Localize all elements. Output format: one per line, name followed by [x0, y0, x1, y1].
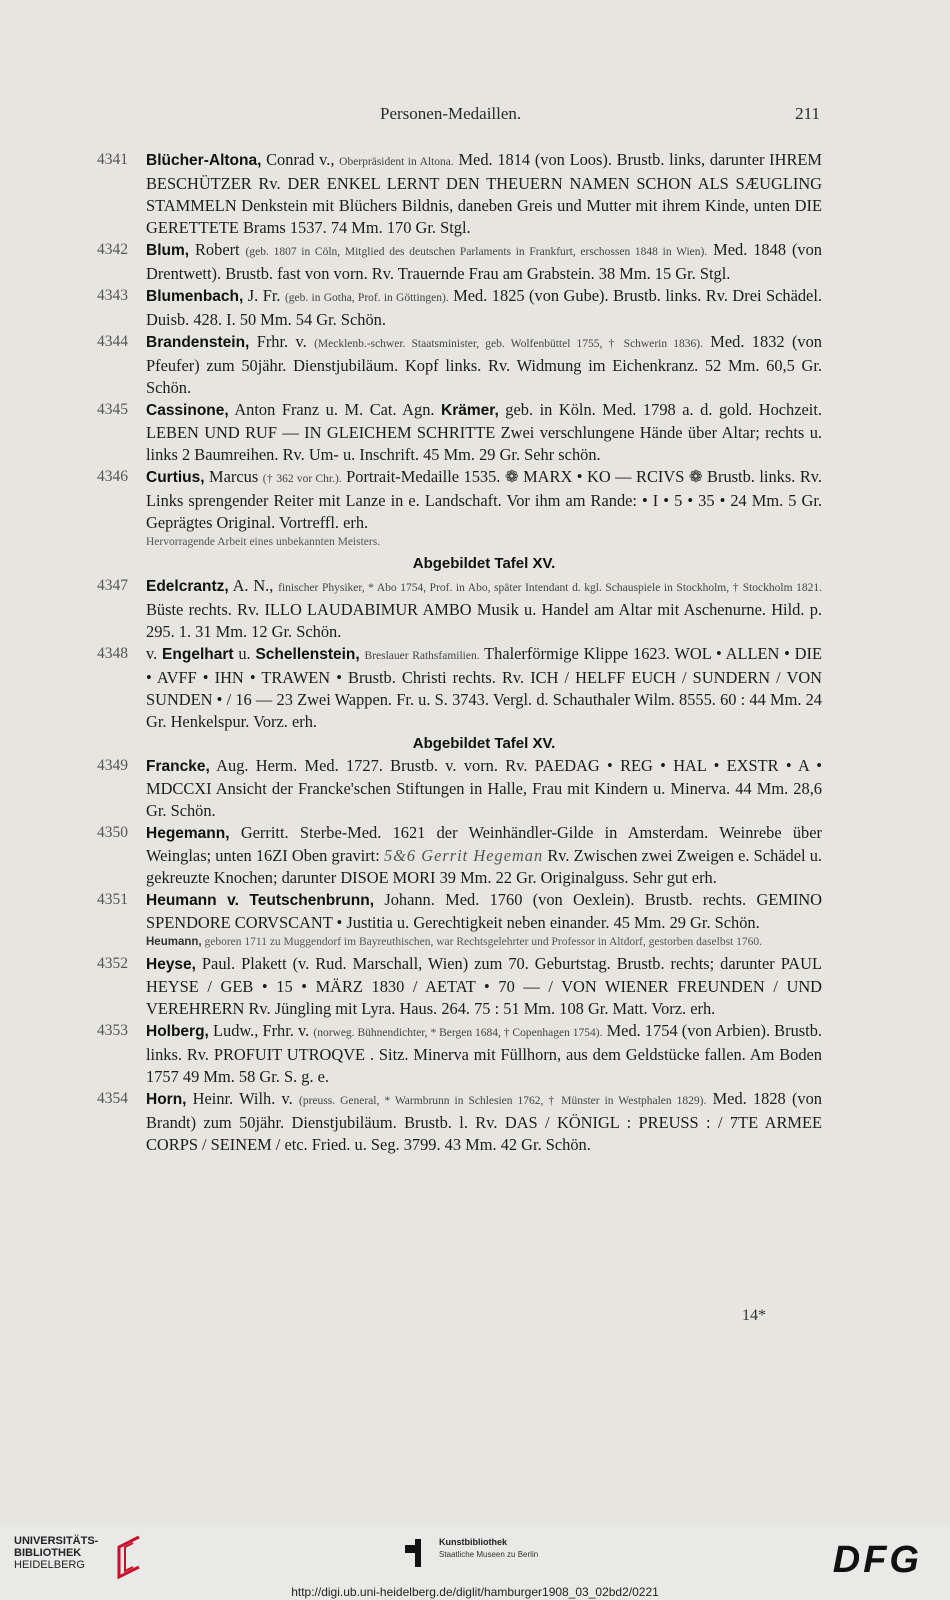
plate-reference: Abgebildet Tafel XV.	[412, 555, 556, 572]
entry-person-name: Hegemann,	[146, 825, 230, 842]
entry-footnote	[97, 534, 822, 551]
entry-number: 4350	[97, 824, 128, 841]
entry-person-name: Blumenbach,	[146, 288, 244, 305]
entry-person-name: Heyse,	[146, 956, 196, 973]
entry-biographical-note: finischer Physiker, * Abo 1754, Prof. in Abo, später Intendant d. kgl. Schauspiele in Stockholm, † Stockholm 1821.	[278, 582, 822, 594]
entry-number: 4353	[97, 1022, 128, 1039]
catalog-entry	[97, 239, 822, 285]
catalog-entry	[97, 1020, 822, 1088]
entry-biographical-note: Oberpräsident in Altona.	[339, 156, 454, 168]
entry-person-name: Engelhart	[162, 646, 234, 663]
entry-person-name: Horn,	[146, 1091, 187, 1108]
footnote-name: Heumann,	[146, 936, 202, 948]
permalink-url[interactable]: http://digi.ub.uni-heidelberg.de/diglit/hamburger1908_03_02bd2/0221	[291, 1585, 659, 1599]
entry-biographical-note: (Mecklenb.-schwer. Staatsminister, geb. Wolfenbüttel 1755, † Schwerin 1836).	[314, 338, 703, 350]
entry-number: 4348	[97, 645, 128, 662]
catalog-entry	[97, 1088, 822, 1156]
kunstbibliothek-icon	[405, 1539, 429, 1567]
library-emblem-icon	[109, 1533, 145, 1583]
entry-person-name: Edelcrantz,	[146, 578, 229, 595]
entry-biographical-note: († 362 vor Chr.).	[262, 473, 342, 485]
entry-description: Johann. Med. 1760 (von Oexlein). Brustb. rechts. GEMINO SPENDORE CORVSCANT • Justitia u. Gerechtigkeit neben einander. 45 Mm. 29 Gr. Schön.	[146, 890, 822, 932]
entry-biographical-note: (geb. 1807 in Cöln, Mitglied des deutschen Parlaments in Frankfurt, erschossen 1848 in Wien).	[245, 246, 708, 258]
kunstbibliothek-logo[interactable]	[405, 1537, 605, 1577]
logo-line-1: UNIVERSITÄTS-	[14, 1535, 99, 1547]
entry-person-name: Blum,	[146, 242, 190, 259]
entry-person-name: Cassinone,	[146, 402, 229, 419]
footnote-text: Hervorragende Arbeit eines unbekannten Meisters.	[146, 536, 381, 548]
entry-description: v.	[146, 644, 163, 663]
dfg-logo[interactable]: DFG	[832, 1539, 922, 1581]
entry-description: Marcus	[204, 467, 263, 486]
entry-biographical-note: Breslauer Rathsfamilien.	[364, 650, 480, 662]
entry-number: 4347	[97, 577, 128, 594]
entry-person-name: Curtius,	[146, 469, 205, 486]
page-header	[140, 104, 820, 128]
entry-description: Rv. Zwischen zwei Zweigen e. Schädel u. gekreuzte Knochen; darunter DISOE MORI 39 Mm. 22 Gr. Originalguss. Sehr gut erh.	[146, 846, 823, 887]
entry-description: Gerritt. Sterbe-Med. 1621 der Weinhändler-Gilde in Amsterdam. Weinrebe über Weinglas; unten 16ZI Oben gravirt:	[146, 823, 822, 865]
running-title: Personen-Medaillen.	[380, 104, 522, 123]
entry-description: Med. 1828 (von Brandt) zum 50jähr. Dienstjubiläum. Brustb. l. Rv. DAS / KÖNIGL : PREUSS : / 7TE ARMEE CORPS / SEINEM / etc. Fried. u. Seg. 3799. 43 Mm. 42 Gr. Schön.	[146, 1089, 822, 1154]
entry-number: 4342	[97, 241, 128, 258]
entry-description: Med. 1754 (von Arbien). Brustb. links. Rv. PROFUIT UTROQVE . Sitz. Minerva mit Füllhorn, aus dem Geldstücke fallen. Am Boden 1757 49 Mm. 58 Gr. S. g. e.	[146, 1021, 822, 1086]
entry-description: Med. 1832 (von Pfeufer) zum 50jähr. Dienstjubiläum. Kopf links. Rv. Widmung im Eichenkranz. 52 Mm. 60,5 Gr. Schön.	[146, 332, 822, 397]
entry-description: Conrad v.,	[261, 150, 340, 169]
entry-person-name: Brandenstein,	[146, 334, 250, 351]
entry-description: Robert	[189, 240, 246, 259]
entry-description: Frhr. v.	[249, 332, 315, 351]
entry-number: 4343	[97, 287, 128, 304]
logo-line-2: BIBLIOTHEK	[14, 1547, 82, 1559]
kunstbibliothek-subtitle: Staatliche Museen zu Berlin	[439, 1550, 539, 1559]
catalog-entry	[97, 822, 822, 889]
entry-person-name: Francke,	[146, 758, 210, 775]
entry-list	[97, 149, 822, 1156]
entry-description: Anton Franz u. M. Cat. Agn.	[228, 400, 442, 419]
entry-person-name: Blücher-Altona,	[146, 152, 262, 169]
entry-description: J. Fr.	[243, 286, 285, 305]
entry-description: Ludw., Frhr. v.	[208, 1021, 314, 1040]
entry-description: Büste rechts. Rv. ILLO LAUDABIMUR AMBO Musik u. Handel am Altar mit Aschenurne. Hild. p. 295. 1. 31 Mm. 12 Gr. Schön.	[146, 600, 822, 641]
entry-number: 4346	[97, 468, 128, 485]
plate-reference: Abgebildet Tafel XV.	[412, 735, 556, 752]
entry-description: Med. 1814 (von Loos). Brustb. links, darunter IHREM BESCHÜTZER Rv. DER ENKEL LERNT DEN THEUERN NAMEN SCHON ALS SÆUGLING STAMMELN Denkstein mit Blüchers Bildnis, daneben Greis und Mutter mit ihrem Kinde, unten DIE GERETTETE Brams 1537. 74 Mm. 170 Gr. Stgl.	[146, 150, 822, 237]
catalog-entry	[97, 953, 822, 1020]
catalog-entry	[97, 285, 822, 331]
entry-description: Paul. Plakett (v. Rud. Marschall, Wien) zum 70. Geburtstag. Brustb. rechts; darunter PAUL HEYSE / GEB • 15 • MÄRZ 1830 / AETAT • 70 — / VON WIENER FREUNDEN / UND VEREHRERN Rv. Jüngling mit Lyra. Haus. 264. 75 : 51 Mm. 108 Gr. Matt. Vorz. erh.	[146, 954, 822, 1018]
kunstbibliothek-name: Kunstbibliothek	[439, 1537, 507, 1547]
catalog-entry	[97, 643, 822, 733]
entry-description: u.	[233, 644, 256, 663]
catalog-entry	[97, 755, 822, 822]
catalog-entry	[97, 889, 822, 934]
entry-number: 4349	[97, 757, 128, 774]
entry-biographical-note: (geb. in Gotha, Prof. in Göttingen).	[284, 292, 449, 304]
entry-number: 4344	[97, 333, 128, 350]
heidelberg-library-logo[interactable]	[14, 1535, 139, 1583]
page-number: 211	[795, 104, 820, 123]
entry-number: 4345	[97, 401, 128, 418]
entry-description: Med. 1825 (von Gube). Brustb. links. Rv. Drei Schädel. Duisb. 428. I. 50 Mm. 54 Gr. Schön.	[146, 286, 822, 329]
catalog-entry	[97, 399, 822, 466]
signature-mark: 14*	[742, 1307, 766, 1324]
entry-person-name: Schellenstein,	[255, 646, 360, 663]
catalog-entry	[97, 575, 822, 643]
entry-biographical-note: (preuss. General, * Warmbrunn in Schlesien 1762, † Münster in Westphalen 1829).	[299, 1095, 707, 1107]
entry-number: 4341	[97, 151, 128, 168]
entry-number: 4354	[97, 1090, 128, 1107]
entry-description: Thalerförmige Klippe 1623. WOL • ALLEN • DIE • AVFF • IHN • TRAWEN • Brustb. Christi rechts. Rv. ICH / HELFF EUCH / SUNDERN / VON SUNDEN • / 16 — 23 Zwei Wappen. Fr. u. S. 3743. Vergl. d. Schauthaler Wilm. 8555. 60 : 44 Mm. 24 Gr. Henkelspur. Vorz. erh.	[146, 644, 822, 731]
entry-number: 4352	[97, 955, 128, 972]
catalog-entry	[97, 466, 822, 534]
engraved-inscription: 5&6 Gerrit Hegeman	[383, 846, 544, 865]
entry-biographical-note: (norweg. Bühnendichter, * Bergen 1684, † Copenhagen 1754).	[313, 1027, 603, 1039]
entry-description: A. N.,	[228, 576, 279, 595]
entry-description: Aug. Herm. Med. 1727. Brustb. v. vorn. Rv. PAEDAG • REG • HAL • EXSTR • A • MDCCXI Ansicht der Francke'schen Stiftungen in Halle, Frau mit Kindern u. Minerva. 44 Mm. 28,6 Gr. Schön.	[146, 756, 822, 820]
entry-person-name: Heumann v. Teutschenbrunn,	[146, 892, 375, 909]
entry-description: Portrait-Medaille 1535. ❁ MARX • KO — RCIVS ❁ Brustb. links. Rv. Links sprengender Reiter mit Lanze in e. Landschaft. Vor ihm am Rande: • I • 5 • 35 • 24 Mm. 5 Gr. Geprägtes Original. Vortreffl. erh.	[146, 467, 822, 532]
entry-description: geb. in Köln. Med. 1798 a. d. gold. Hochzeit. LEBEN UND RUF — IN GLEICHEM SCHRITTE Zwei verschlungene Hände über Altar; rechts u. links 2 Baumreihen. Rv. Um- u. Inschrift. 45 Mm. 29 Gr. Sehr schön.	[146, 400, 822, 464]
entry-footnote	[97, 934, 822, 951]
entry-number: 4351	[97, 891, 128, 908]
catalog-entry	[97, 149, 822, 239]
entry-person-name: Holberg,	[146, 1023, 209, 1040]
entry-description: Heinr. Wilh. v.	[186, 1089, 299, 1108]
catalog-entry	[97, 331, 822, 399]
entry-person-name: Krämer,	[441, 402, 499, 419]
footnote-text: geboren 1711 zu Muggendorf im Bayreuthischen, war Rechtsgelehrter und Professor in Altdorf, gestorben daselbst 1760.	[201, 936, 762, 948]
entry-description: Med. 1848 (von Drentwett). Brustb. fast von vorn. Rv. Trauernde Frau am Grabstein. 38 Mm. 15 Gr. Stgl.	[146, 240, 822, 283]
footer-bar	[0, 1525, 950, 1600]
logo-line-3: HEIDELBERG	[14, 1559, 85, 1571]
